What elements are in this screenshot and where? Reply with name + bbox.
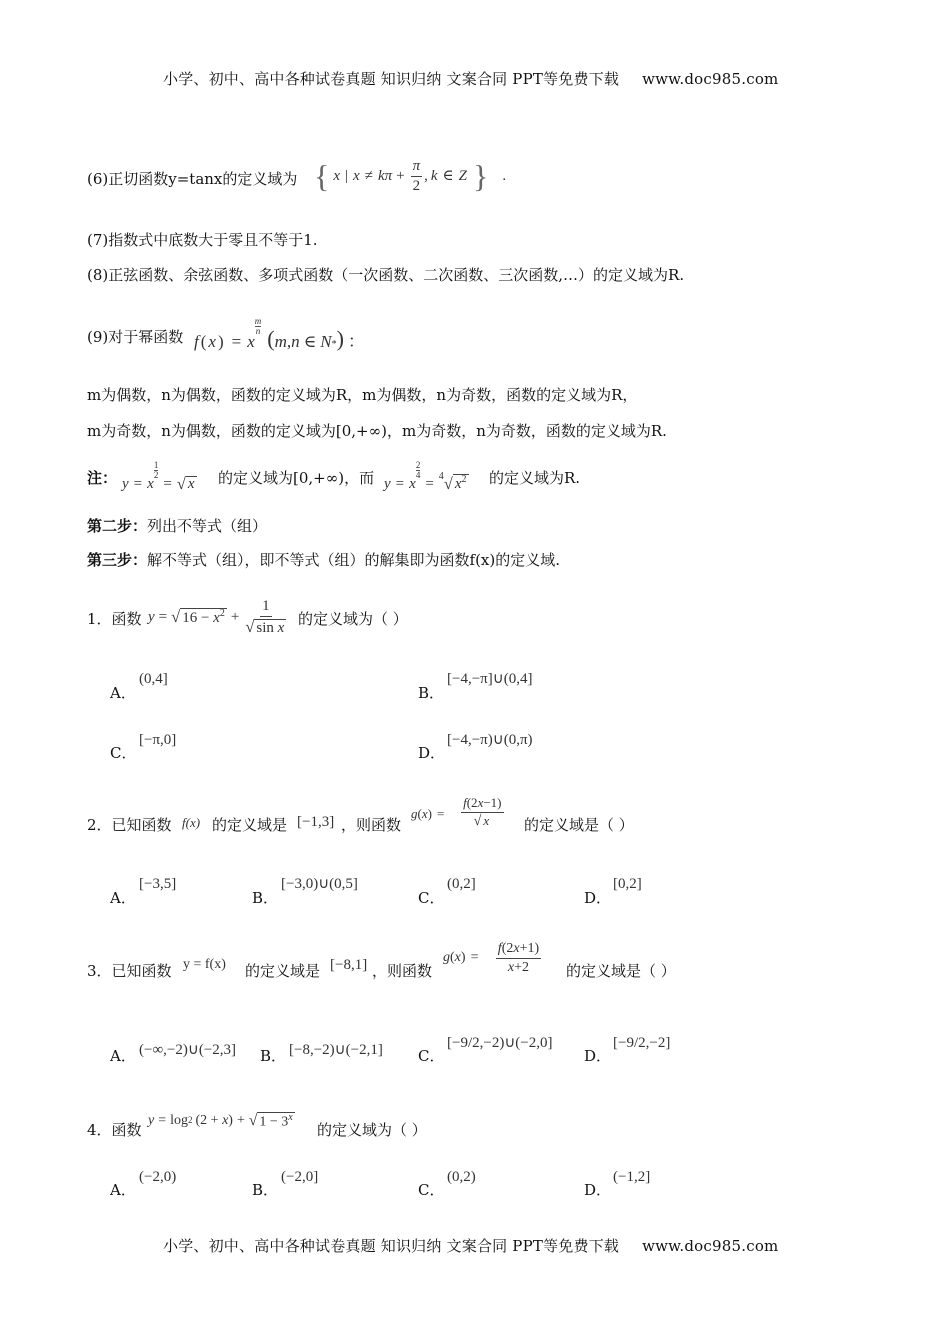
parity-line-2: m为奇数，n为偶数，函数的定义域为[0,+∞)，m为奇数，n为奇数，函数的定义域为R. (87, 422, 667, 440)
q3-g-formula: g ( x ) = $\frac{f(2x+1)}{x+2}$ (443, 941, 540, 975)
q2-option-d-value: [0,2] (613, 876, 642, 892)
q1-option-d[interactable]: D． (418, 744, 446, 762)
q3-option-a[interactable]: A． (110, 1047, 136, 1065)
rule-7: (7)指数式中底数大于零且不等于1. (87, 231, 318, 249)
rule-8: (8)正弦函数、余弦函数、多项式函数（一次函数、二次函数、三次函数,…）的定义域为R. (87, 266, 685, 284)
q4-option-d-value: (−1,2] (613, 1169, 651, 1185)
page-header (163, 72, 778, 87)
note-end: 的定义域为R. (489, 469, 581, 487)
note-label: 注： (87, 469, 118, 487)
q4-option-c[interactable]: C． (418, 1181, 445, 1199)
q4-option-b-value: (−2,0] (281, 1169, 319, 1185)
q3-mid1: 的定义域是 (245, 962, 321, 980)
q2-option-a[interactable]: A． (110, 889, 136, 907)
rule-9-formula: f ( x ) = x m n ( m , n ∈ N $_*$ ) ： (194, 316, 365, 351)
q4-option-d[interactable]: D． (584, 1181, 612, 1199)
rule-6-text: (6)正切函数y=tanx的定义域为 (87, 170, 298, 188)
note-formula-2: y = x $\frac{2}{4}$ = $^4$ √ $x^2$ (384, 460, 467, 493)
q1-formula: y = √ $16 - x^2$ + $\frac{1}{\text{√ sin x}}$ (148, 598, 285, 636)
q1-number: 1．函数 (87, 610, 142, 628)
q2-mid1: 的定义域是 (212, 816, 288, 834)
q1-option-a-value: (0,4] (139, 671, 168, 687)
q4-option-a[interactable]: A． (110, 1181, 136, 1199)
q3-mid2: ，则函数 (372, 962, 433, 980)
note-mid: 的定义域为[0,+∞)，而 (218, 469, 375, 487)
q3-option-b-value: [−8,−2)∪(−2,1] (289, 1042, 383, 1058)
q3-option-a-value: (−∞,−2)∪(−2,3] (139, 1042, 237, 1058)
footer-text: 小学、初中、高中各种试卷真题 知识归纳 文案合同 PPT等免费下载 (163, 1237, 620, 1255)
q4-option-b[interactable]: B． (252, 1181, 279, 1199)
q1-option-c-value: [−π,0] (139, 732, 177, 748)
footer-site: www.doc985.com (642, 1237, 779, 1255)
q3-option-b[interactable]: B． (260, 1047, 287, 1065)
q4-formula: y = log 2 (2 + x) + √ $1 - 3^x$ (148, 1112, 293, 1130)
q2-g-formula: g ( x ) = $\frac{f(2x-1)}{√ x}$ (411, 795, 502, 829)
q2-domain: [−1,3] (297, 814, 335, 830)
page-footer (163, 1239, 778, 1254)
rule-9: (9)对于幂函数 (87, 328, 184, 346)
q3-domain: [−8,1] (330, 957, 368, 973)
q2-tail: 的定义域是（ ） (524, 816, 634, 834)
q1-option-d-value: [−4,−π)∪(0,π) (447, 732, 533, 748)
header-site: www.doc985.com (642, 70, 779, 88)
brace-left: { (314, 158, 330, 194)
q3-number: 3．已知函数 (87, 962, 172, 980)
q2-option-a-value: [−3,5] (139, 876, 177, 892)
q3-option-d[interactable]: D． (584, 1047, 612, 1065)
q2-option-c[interactable]: C． (418, 889, 445, 907)
q2-fx: f(x) (182, 815, 201, 830)
q4-option-c-value: (0,2) (447, 1169, 476, 1185)
q1-option-a[interactable]: A． (110, 684, 136, 702)
q1-tail: 的定义域为（ ） (298, 610, 408, 628)
parity-line-1: m为偶数，n为偶数，函数的定义域为R，m为偶数，n为奇数，函数的定义域为R， (87, 386, 638, 404)
q3-option-c[interactable]: C． (418, 1047, 445, 1065)
q2-option-d[interactable]: D． (584, 889, 612, 907)
brace-right: } (473, 158, 489, 194)
step-3: 第三步：解不等式（组），即不等式（组）的解集即为函数f(x)的定义域. (87, 551, 561, 569)
q4-tail: 的定义域为（ ） (317, 1121, 427, 1139)
q1-option-c[interactable]: C． (110, 744, 137, 762)
rule-6 (87, 172, 297, 187)
q2-option-b[interactable]: B． (252, 889, 279, 907)
q3-tail: 的定义域是（ ） (566, 962, 676, 980)
q3-option-c-value: [−9/2,−2)∪(−2,0] (447, 1035, 553, 1051)
q2-number: 2．已知函数 (87, 816, 172, 834)
rule-6-set: { x | x ≠ kπ + $\frac{\pi}{2}$ , k ∈ Z } . (314, 158, 507, 194)
q2-option-b-value: [−3,0)∪(0,5] (281, 876, 358, 892)
pi-over-2: $\frac{\pi}{2}$ (412, 158, 421, 194)
header-text: 小学、初中、高中各种试卷真题 知识归纳 文案合同 PPT等免费下载 (163, 70, 620, 88)
q2-mid2: ，则函数 (341, 816, 402, 834)
q3-option-d-value: [−9/2,−2] (613, 1035, 671, 1051)
step-2: 第二步：列出不等式（组） (87, 517, 268, 535)
q3-fx: y = f(x) (183, 957, 226, 972)
q1-option-b[interactable]: B． (418, 684, 445, 702)
q1-option-b-value: [−4,−π]∪(0,4] (447, 671, 533, 687)
q2-option-c-value: (0,2] (447, 876, 476, 892)
note-formula-1: y = x $\frac{1}{2}$ = √ x (122, 460, 195, 493)
q4-number: 4．函数 (87, 1121, 142, 1139)
q4-option-a-value: (−2,0) (139, 1169, 177, 1185)
